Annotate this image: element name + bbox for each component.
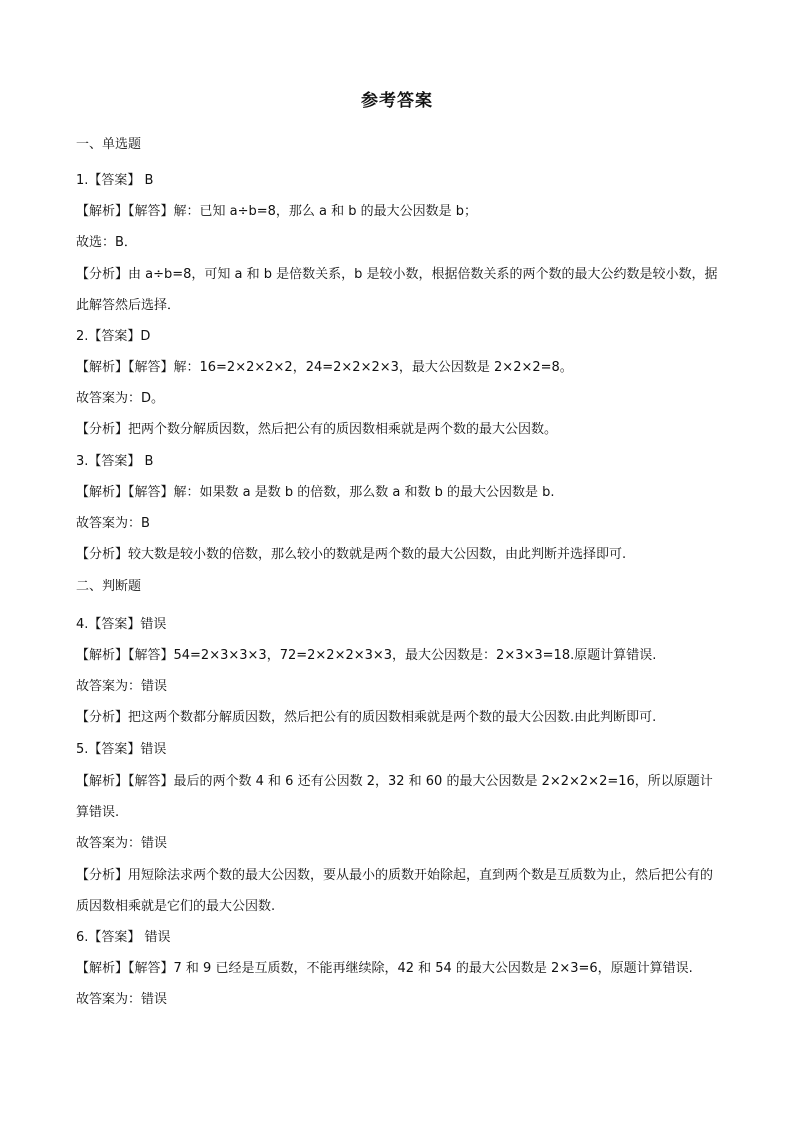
page-title: 参考答案 (361, 91, 433, 111)
q2-conclusion: 故答案为：D。 (76, 391, 165, 406)
q3-analysis: 【解析】【解答】解：如果数 a 是数 b 的倍数，那么数 a 和数 b 的最大公因数是 b. (76, 485, 555, 500)
q1-note: 【分析】由 a÷b=8，可知 a 和 b 是倍数关系，b 是较小数，根据倍数关系的两个数的最大公约数是较小数，据此解答然后选择． (76, 267, 718, 313)
q1-conclusion: 故选：B． (76, 235, 137, 250)
q2-analysis: 【解析】【解答】解：16=2×2×2×2，24=2×2×2×3，最大公因数是 2×2×2=8。 (76, 360, 573, 375)
q2-note: 【分析】把两个数分解质因数，然后把公有的质因数相乘就是两个数的最大公因数。 (76, 422, 558, 437)
q4-answer: 4.【答案】错误 (76, 617, 167, 632)
q4-analysis: 【解析】【解答】54=2×3×3×3，72=2×2×2×3×3，最大公因数是：2×3×3=18.原题计算错误. (76, 648, 657, 663)
q5-conclusion: 故答案为：错误 (76, 836, 168, 851)
q3-answer: 3.【答案】 B (76, 454, 154, 469)
q3-note: 【分析】较大数是较小数的倍数，那么较小的数就是两个数的最大公因数，由此判断并选择即可. (76, 547, 627, 562)
q4-conclusion: 故答案为：错误 (76, 679, 168, 694)
q6-conclusion: 故答案为：错误 (76, 992, 168, 1007)
q4-note: 【分析】把这两个数都分解质因数，然后把公有的质因数相乘就是两个数的最大公因数.由此判断即可. (76, 710, 657, 725)
q6-answer: 6.【答案】 错误 (76, 930, 171, 945)
section-heading-true-false: 二、判断题 (76, 579, 142, 594)
q5-note: 【分析】用短除法求两个数的最大公因数，要从最小的质数开始除起，直到两个数是互质数为止，然后把公有的质因数相乘就是它们的最大公因数. (76, 868, 714, 914)
q1-analysis: 【解析】【解答】解：已知 a÷b=8，那么 a 和 b 的最大公因数是 b； (76, 204, 478, 219)
q5-answer: 5.【答案】错误 (76, 742, 167, 757)
q6-analysis: 【解析】【解答】7 和 9 已经是互质数，不能再继续除，42 和 54 的最大公因数是 2×3=6，原题计算错误. (76, 961, 693, 976)
q3-conclusion: 故答案为：B (76, 516, 150, 531)
q5-analysis: 【解析】【解答】最后的两个数 4 和 6 还有公因数 2，32 和 60 的最大公因数是 2×2×2×2=16，所以原题计算错误. (76, 774, 713, 820)
q2-answer: 2.【答案】D (76, 329, 151, 344)
section-heading-single-choice: 一、单选题 (76, 137, 142, 152)
q1-answer: 1.【答案】 B (76, 173, 154, 188)
